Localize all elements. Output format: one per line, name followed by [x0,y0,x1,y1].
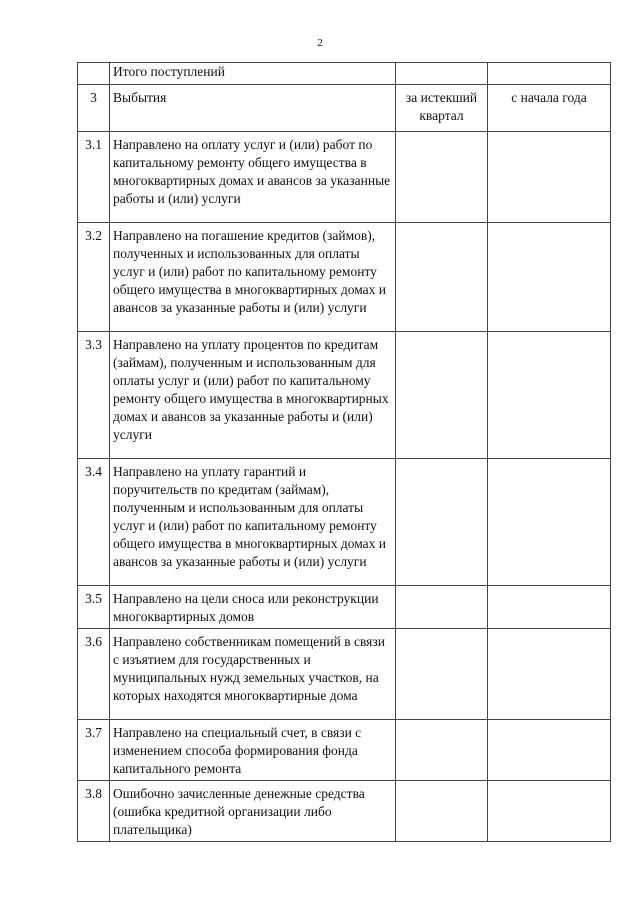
quarter-value-cell [396,223,488,332]
row-number: 3.6 [78,629,110,720]
table-header-row [78,85,611,132]
year-value-cell [488,586,611,629]
column-header-quarter: за истекший квартал [396,85,488,132]
table-row [78,586,611,629]
outflows-table [77,62,611,842]
row-number: 3.8 [78,781,110,842]
year-value-cell [488,459,611,586]
quarter-value-cell [396,629,488,720]
table-row [78,332,611,459]
table-row [78,132,611,223]
year-value-cell [488,63,611,85]
row-label: Направлено на погашение кредитов (займов), полученных и использованных для оплаты услуг и (или) работ по капитальному ремонту общего имущества в многоквартирных домах и авансов за указанные работы и (или) услуги [110,223,396,332]
row-label: Направлено собственникам помещений в связи с изъятием для государственных и муниципальных нужд земельных участков, на которых находятся многоквартирные дома [110,629,396,720]
year-value-cell [488,332,611,459]
quarter-value-cell [396,132,488,223]
page-number: 2 [317,37,323,49]
quarter-value-cell [396,63,488,85]
row-label: Направлено на цели сноса или реконструкции многоквартирных домов [110,586,396,629]
quarter-value-cell [396,720,488,781]
row-number: 3.3 [78,332,110,459]
table-row [78,720,611,781]
row-label: Ошибочно зачисленные денежные средства (ошибка кредитной организации либо плательщика) [110,781,396,842]
row-number: 3.2 [78,223,110,332]
year-value-cell [488,223,611,332]
quarter-value-cell [396,781,488,842]
column-header-year: с начала года [488,85,611,132]
section-title: Выбытия [110,85,396,132]
row-number: 3.5 [78,586,110,629]
table-row [78,781,611,842]
row-number [78,63,110,85]
year-value-cell [488,629,611,720]
row-label: Итого поступлений [110,63,396,85]
row-label: Направлено на уплату процентов по кредитам (займам), полученным и использованным для оплаты услуг и (или) работ по капитальному ремонту общего имущества в многоквартирных домах и авансов за указанные работы и (или) услуги [110,332,396,459]
table-row-total-income [78,63,611,85]
year-value-cell [488,781,611,842]
table-row [78,629,611,720]
row-number: 3.7 [78,720,110,781]
year-value-cell [488,720,611,781]
row-label: Направлено на специальный счет, в связи с изменением способа формирования фонда капитального ремонта [110,720,396,781]
row-label: Направлено на уплату гарантий и поручительств по кредитам (займам), полученным и использованным для оплаты услуг и (или) работ по капитальному ремонту общего имущества в многоквартирных домах и авансов за указанные работы и (или) услуги [110,459,396,586]
quarter-value-cell [396,586,488,629]
table-row [78,223,611,332]
table-row [78,459,611,586]
section-number: 3 [78,85,110,132]
quarter-value-cell [396,332,488,459]
row-number: 3.1 [78,132,110,223]
year-value-cell [488,132,611,223]
row-label: Направлено на оплату услуг и (или) работ по капитальному ремонту общего имущества в многоквартирных домах и авансов за указанные работы и (или) услуги [110,132,396,223]
quarter-value-cell [396,459,488,586]
row-number: 3.4 [78,459,110,586]
